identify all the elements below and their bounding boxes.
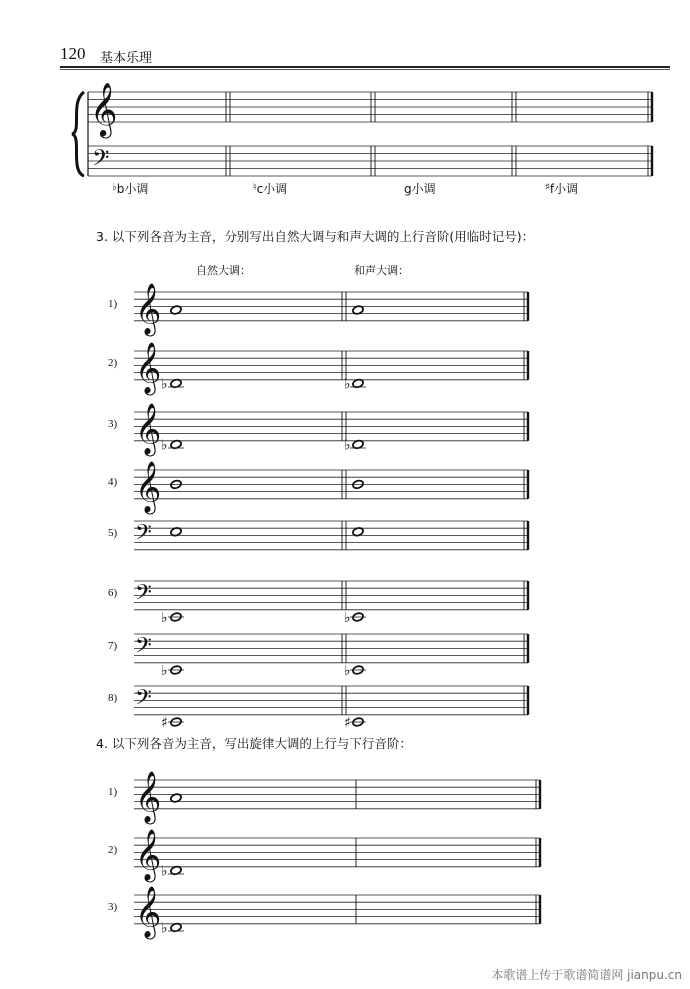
treble-staff [88,92,652,122]
exercise-number: 2) [108,357,118,369]
exercise-number: 1) [108,298,118,310]
staff-lines [134,686,528,715]
staff-lines [134,412,528,441]
exercise-staff-2 [0,339,690,399]
staff-lines [134,581,528,610]
sharp-icon: ♯ [344,715,351,731]
staff-lines [134,292,528,321]
key-label-text: c小调 [256,182,288,196]
exercise-number: 6) [108,587,118,599]
treble-clef-icon: 𝄞 [135,282,162,335]
sharp-icon: ♯ [545,182,550,193]
flat-icon: ♭ [344,437,351,454]
flat-icon: ♭ [161,863,168,880]
staff-lines [134,838,540,867]
exercise-number: 5) [108,527,118,539]
bass-clef-icon: 𝄢 [92,145,110,177]
key-label-f-minor [545,180,578,197]
exercise-number: 1) [108,786,118,798]
exercise-number: 2) [108,844,118,856]
brace-icon [72,92,84,176]
treble-clef-icon: 𝄞 [135,460,162,513]
sharp-icon: ♯ [161,715,168,731]
staff-lines [134,470,528,499]
column-harmonic-major: 和声大调： [354,264,409,277]
exercise-staff-3 [0,400,690,460]
flat-icon: ♭ [344,376,351,393]
bass-clef-icon: 𝄢 [135,580,152,611]
treble-clef-icon: 𝄞 [135,402,162,455]
exercise-staff-1 [0,768,690,828]
staff-lines [134,780,540,809]
key-label-g-minor [404,180,436,197]
treble-clef-icon: 𝄞 [90,82,118,136]
exercise-staff-3 [0,883,690,943]
staff-lines [134,634,528,663]
flat-icon: ♭ [344,663,351,679]
key-label-text: f小调 [549,182,579,196]
flat-icon: ♭ [161,610,168,626]
exercise-number: 3) [108,418,118,430]
flat-icon: ♭ [161,437,168,454]
exercise-number: 4) [108,476,118,488]
flat-icon: ♭ [161,376,168,393]
key-label-text: g小调 [404,182,436,196]
key-label-text: b小调 [116,182,149,196]
page-number: 120 [60,44,86,63]
watermark-footer: 本歌谱上传于歌谱简谱网 jianpu.cn [491,968,682,982]
exercise-number: 3) [108,901,118,913]
natural-icon: ♮ [253,182,257,193]
treble-clef-icon: 𝄞 [135,885,162,938]
key-label-b-minor [112,180,148,197]
bass-staff [88,146,652,176]
flat-icon: ♭ [161,920,168,937]
treble-clef-icon: 𝄞 [135,828,162,881]
staff-lines [134,895,540,924]
staff-lines [134,351,528,380]
treble-clef-icon: 𝄞 [135,341,162,394]
exercise-number: 8) [108,692,118,704]
bass-clef-icon: 𝄢 [135,520,152,551]
flat-icon: ♭ [344,610,351,626]
exercise-staff-5 [0,509,690,569]
bass-clef-icon: 𝄢 [135,633,152,664]
exercise-staff-7 [0,622,690,682]
flat-icon: ♭ [112,182,117,193]
grand-staff [0,0,690,200]
flat-icon: ♭ [161,663,168,679]
exercise-staff-6 [0,569,690,629]
exercise-staff-1 [0,280,690,340]
exercise-number: 7) [108,640,118,652]
bass-clef-icon: 𝄢 [135,685,152,716]
staff-lines [134,521,528,550]
treble-clef-icon: 𝄞 [135,770,162,823]
key-label-c-minor [253,180,287,197]
book-title: 基本乐理 [100,51,153,66]
question-4-title: 4. 以下列各音为主音，写出旋律大调的上行与下行音阶： [96,736,412,751]
column-natural-major: 自然大调： [196,264,251,277]
exercise-staff-8 [0,674,690,734]
exercise-staff-2 [0,826,690,886]
question-3-title: 3. 以下列各音为主音，分别写出自然大调与和声大调的上行音阶(用临时记号)： [96,229,535,244]
